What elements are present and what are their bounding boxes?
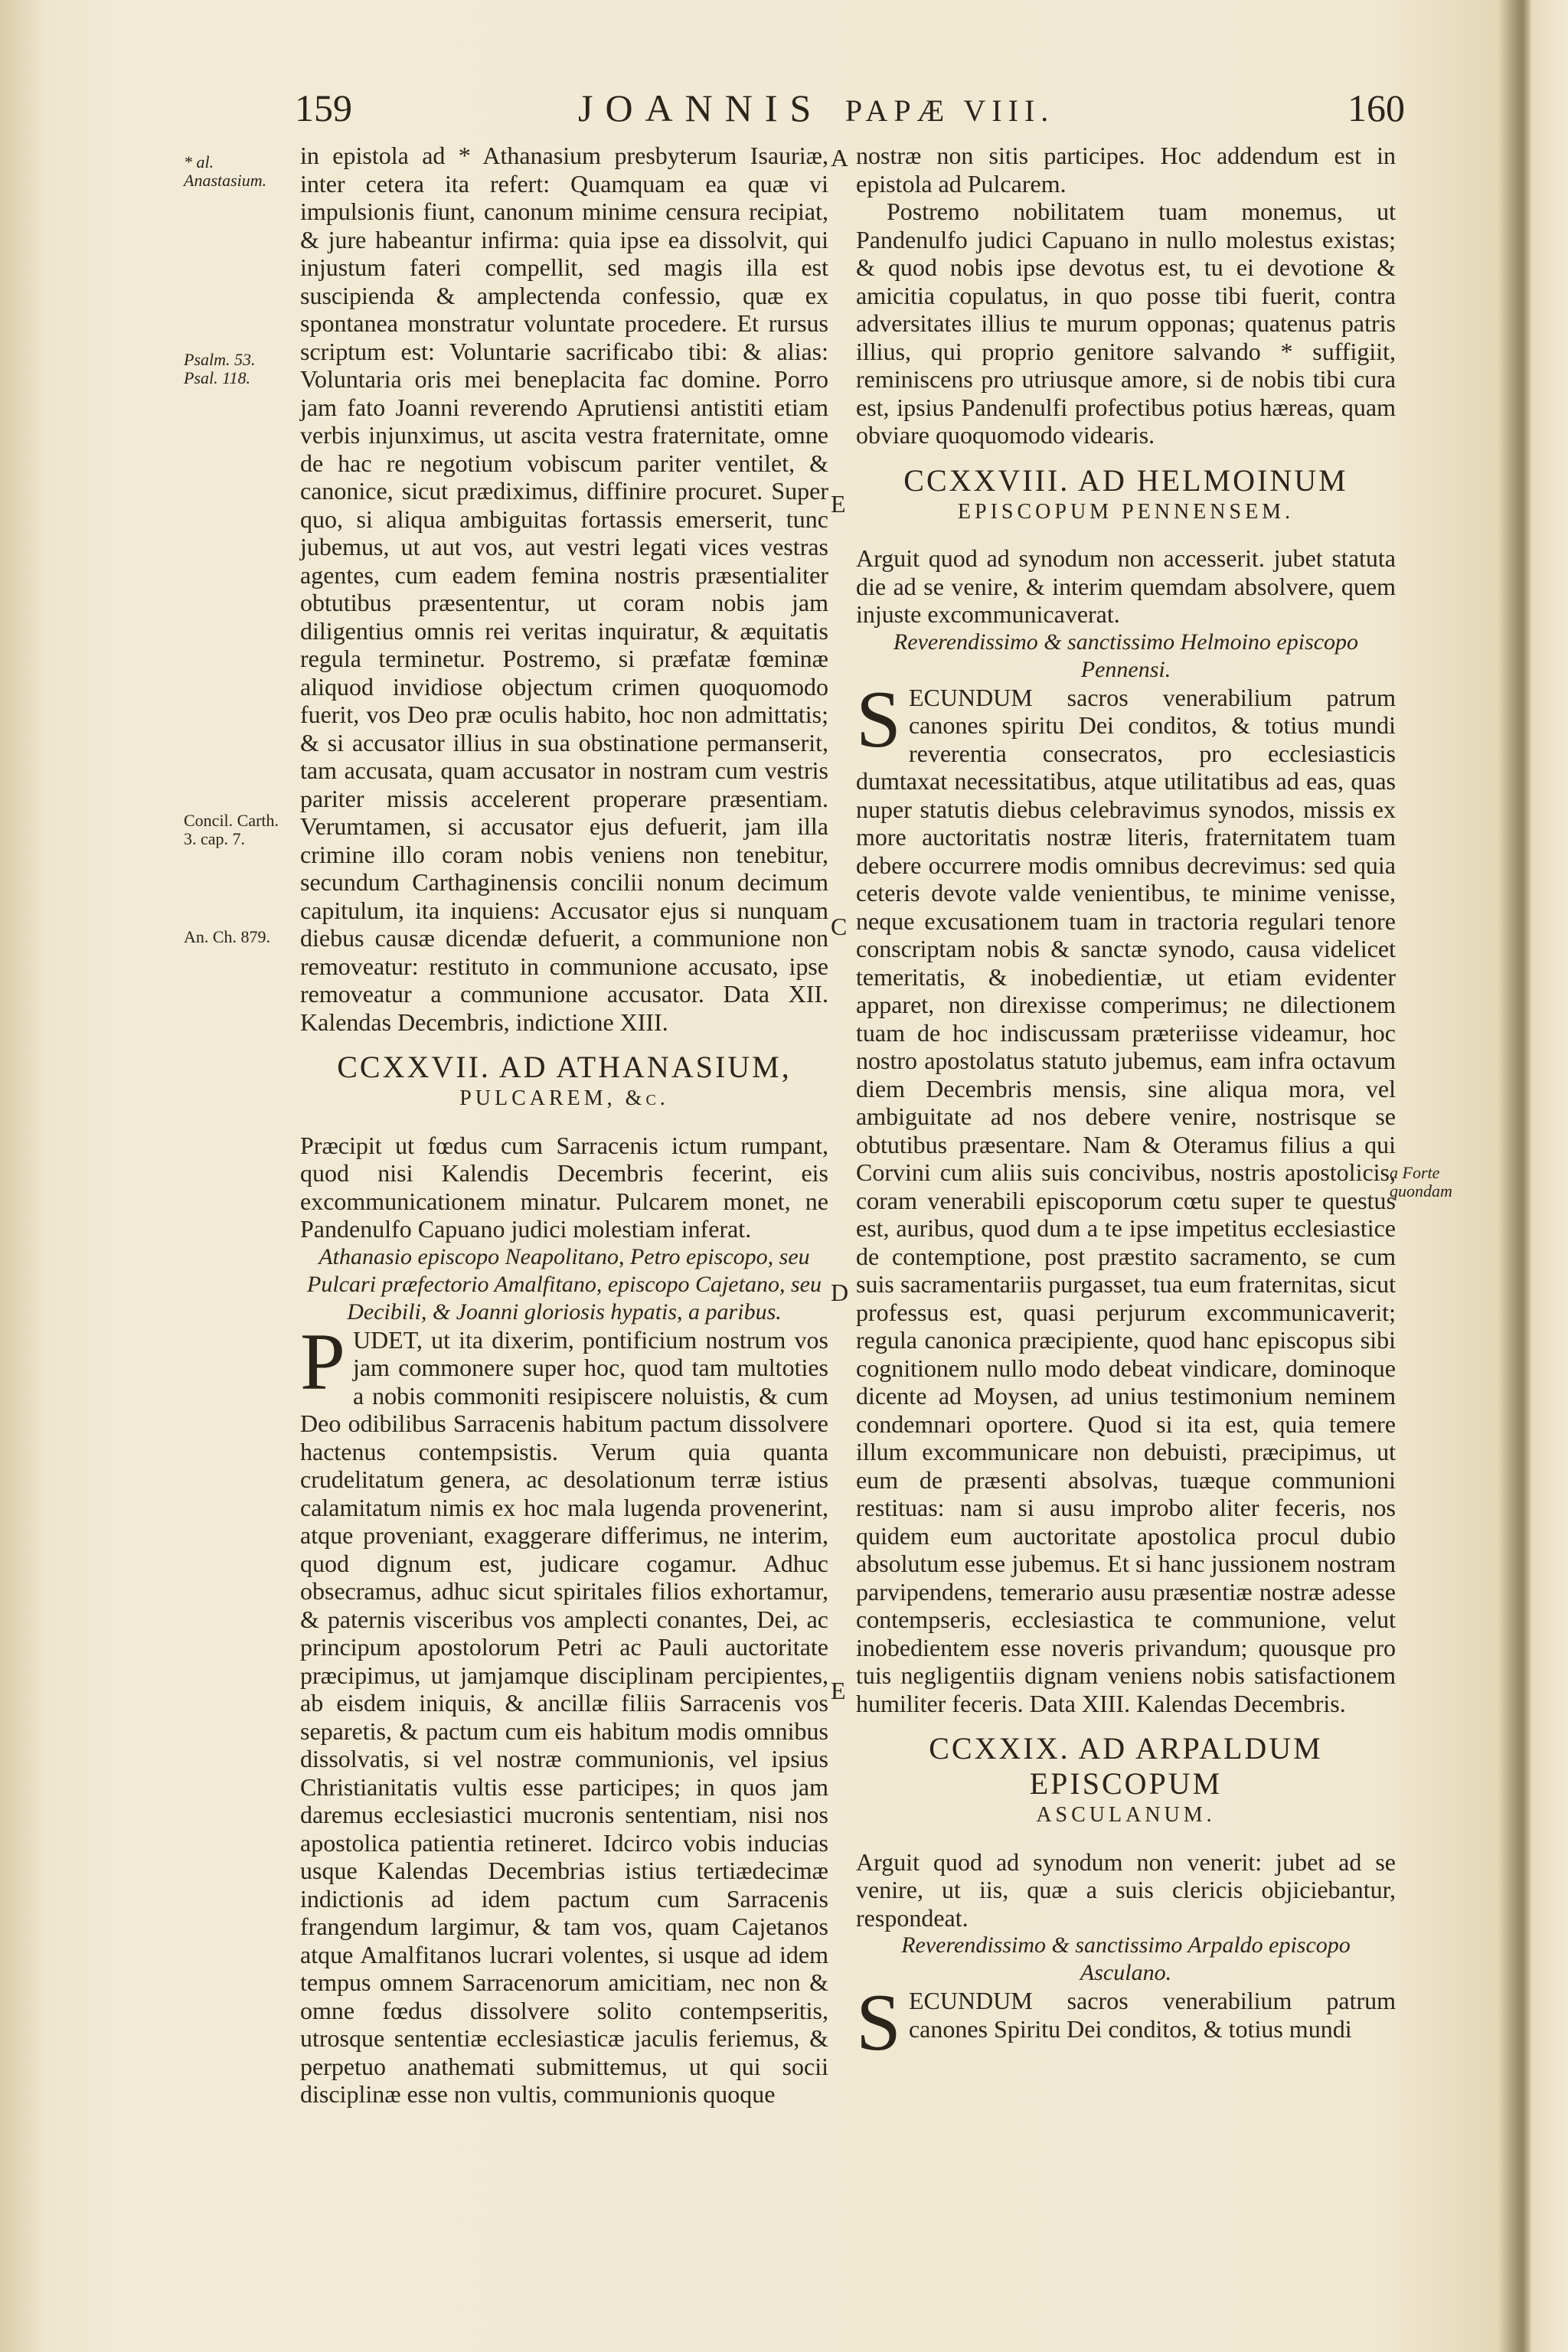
letter-body-ccxxviii <box>856 674 1396 1718</box>
running-title-main: JOANNIS <box>578 87 824 129</box>
section-letter-d: D <box>831 1279 849 1306</box>
letter-body-text: UDET, ut ita dixerim, pontificium nostrum vos jam commonere super hoc, quod tam multoties a nobis commoniti resipiscere noluistis, & cum Deo odibilibus Sarracenis habitum pactum dissolvere hactenus contempsistis. Verum quia quanta crudelitatum genera, ac desolationum terræ istius calamitatum nimis ex hoc mala lugenda provenerint, atque proveniant, exaggerare differimus, ne interim, quod dignum est, judicare cogamur. Adhuc obsecramus, adhuc sicut spiritales filios exhortamur, & paternis visceribus vos amplecti conantes, Dei, ac principum apostolorum Petri ac Pauli auctoritate præcipimus, ut jamjamque disciplinam percipientes, ab eisdem iniquis, & ancillæ filiis Sarracenis vos separetis, & pactum cum eis habitum modis omnibus dissolvatis, si vel nostræ communionis, vel ipsius Christianitatis vultis esse participes; in quos jam daremus ecclesiastici mucronis sententiam, nisi nos apostolica patientia retineret. Idcirco vobis inducias usque Kalendas Decembrias istius tertiædecimæ indictionis ad idem pactum cum Sarracenis frangendum largimur, & tam vos, quam Cajetanos atque Amalfitanos lucrari volentes, si usque ad idem tempus omnem Sarracenorum amicitiam, nec non & omne fœdus dissolvere solito contempseritis, utrosque sententiæ ecclesiasticæ jaculis feriemus, & perpetuo anathemati submittemus, ut qui socii disciplinæ esse non vultis, communionis quoque <box>300 1325 828 2108</box>
letter-heading-ccxxix: CCXXIX. AD ARPALDUM EPISCOPUM <box>929 1731 1323 1801</box>
page-fold-shadow <box>1497 0 1531 2352</box>
dropcap-p: P <box>300 1316 345 1406</box>
right-page-number: 160 <box>1348 87 1405 129</box>
left-column-opening-text: in epistola ad * Athanasium presbyterum Isauriæ, inter cetera ita refert: Quamquam ea quæ vi impulsionis fiunt, canonum minime censura recipiat, & jure habeantur infirma: quia ipse ea dissolvit, qui injustum fateri compellit, sed magis illa est suscipienda & amplectenda confessio, quæ ex spontanea monstratur voluntate procedere. Et rursus scriptum est: Voluntarie sacrificabo tibi: & alias: Voluntaria oris mei beneplacita fac domine. Porro jam fato Joanni reverendo Aprutiensi antistiti etiam verbis injunximus, ut ascita vestra fraternitate, omne de hac re negotium vobiscum pariter ventilet, & canonice, sicut prædiximus, diffinire procuret. Super quo, si aliqua ambiguitas fortassis emerserit, tunc jubemus, ut aut vos, aut vestri legati vices vestras agentes, cum eadem femina nostris præsentialiter obtutibus præsententur, ut coram nobis jam diligentius omnis rei veritas inquiratur, & æquitatis regula terminetur. Postremo, si præfatæ fœminæ aliquod invidiose objectum crimen quoquomodo fuerit, vos Deo præ oculis habito, hoc non admittatis; & si accusator illius in sua obstinatione permanserit, tam accusata, quam accusator in nostram cum vestris pariter missis accelerent properare præsentiam. Verumtamen, si accusator ejus defuerit, jam illa crimine illo coram nobis veniens non tenebitur, secundum Carthaginensis concilii nonum decimum capitulum, ita inquiens: Accusator ejus si nunquam diebus causæ dicendæ defuerit, a communione non removeatur: restituto in communione accusato, ipse removeatur a communione accusator. Data XII. Kalendas Decembris, indictione XIII. <box>300 142 828 1036</box>
margin-note-4: An. Ch. 879. <box>184 927 271 946</box>
letter-heading-ccxxviii: CCXXVIII. AD HELMOINUM <box>903 462 1348 498</box>
letter-summary-ccxxix: Arguit quod ad synodum non venerit: jubet ad se venire, ut iis, quæ a suis clericis objiciebantur, respondeat. <box>856 1847 1396 1932</box>
letter-summary-ccxxviii: Arguit quod ad synodum non accesserit. jubet statuta die ad se venire, & interim quemdam absolvere, quem injuste excommunicaverat. <box>856 544 1396 628</box>
letter-body-ccxxvii <box>300 1316 828 2109</box>
margin-note-3: Concil. Carth. 3. cap. 7. <box>184 811 279 848</box>
margin-note-2: Psalm. 53. Psal. 118. <box>184 350 256 387</box>
left-page-number: 159 <box>295 87 352 129</box>
letter-heading-ccxxvii: CCXXVII. AD ATHANASIUM, <box>337 1050 792 1084</box>
section-letter-e1: E <box>831 490 846 518</box>
letter-body-ccxxix <box>856 1978 1396 2067</box>
letter-subheading-ccxxix: ASCULANUM. <box>1036 1803 1216 1827</box>
left-column <box>300 142 828 2109</box>
dropcap-s-2: S <box>856 1978 901 2067</box>
letter-subheading-ccxxvii: PULCAREM, &c. <box>459 1086 669 1110</box>
margin-note-1: * al. Anastasium. <box>184 152 267 190</box>
dropcap-s-1: S <box>856 674 901 764</box>
letter-body-text-ccxxviii: ECUNDUM sacros venerabilium patrum canones spiritu Dei conditos, & totius mundi reverentia consecratos, pro ecclesiasticis dumtaxat necessitatibus, atque utilitatibus ad eas, quas nuper statutis diebus celebravimus synodos, missis ex more auctoritatis nostræ literis, fraternitatem tuam debere occurrere modis omnibus decrevimus: sed quia ceteris devote valde venientibus, te minime venisse, neque excusationem tuam in tractoria regulari tenore conscriptam nobis & sanctæ synodo, causa videlicet temeritatis, & inobedientiæ, ut etiam evidenter apparet, non direxisse comperimus; ne dilectionem tuam de hoc indiscussam præteriisse videamur, hoc nostro apostolatus statuto jubemus, eam infra octavum diem Decembris mensis, sine aliqua mora, vel ambiguitate ad nos debere venire, nostrisque se obtutibus præsentare. Nam & Oteramus filius a qui Corvini cum aliis suis concivibus, nostris apostolicis, coram venerabili episcoporum cœtu super te questus est, auribus, quod dum a te ipse impetitus ecclesiastice de contemptione, post præstito sacramento, se cum suis sacramentariis purgasset, tua eum fraternitas, sicut professus est, quasi perjurum excommunicaverit; regula canonica præcipiente, quod hanc episcopus sibi cognitionem nullo modo debeat vindicare, dominoque dicente ad Moysen, ad unius testimonium neminem condemnari oportere. Quod si ita est, quia temere illum excommunicare non debuisti, præcipimus, ut eum de præsenti absolvas, tuæque communioni restituas: nam si ausu improbo aliter feceris, nos quidem eum auctoritate apostolica procul dubio absolutum esse jubemus. Et si hanc jussionem nostram parvipendens, temerario ausu præsentiæ nostræ adesse contempseris, ecclesiastica te communione, velut inobedientem esse noveris privandum; quousque pro tuis negligentiis dignam veniens nobis satisfactionem humiliter feceris. Data XIII. Kalendas Decembris. <box>856 683 1396 1717</box>
running-title-second: PAPÆ VIII. <box>844 93 1055 128</box>
letter-address-ccxxviii: Reverendissimo & sanctissimo Helmoino episcopo Pennensi. <box>893 629 1359 682</box>
letter-summary-ccxxvii: Præcipit ut fœdus cum Sarracenis ictum rumpant, quod nisi Kalendis Decembris fecerint, eis excommunicationem minatur. Pulcarem monet, ne Pandenulfo Capuano judici molestiam inferat. <box>300 1131 828 1243</box>
page-header <box>295 70 1405 129</box>
right-column-paragraph-2: Postremo nobilitatem tuam monemus, ut Pandenulfo judici Capuano in nullo molestus existas; & quod nobis ipse devotus est, tu ei devotione & amicitia copulatus, in quo posse tibi fuerit, contra adversitates illius te murum opponas; quatenus patris illius, qui proprio genitore salvando * suffigiit, reminiscens pro utriusque amore, si de nobis tibi cura est, ipsius Pandenulfi profectibus potius hæreas, quam obviare quoquomodo videaris. <box>856 198 1396 449</box>
letter-body-text-ccxxix: ECUNDUM sacros venerabilium patrum canones Spiritu Dei conditos, & totius mundi <box>908 1987 1396 2043</box>
letter-subheading-ccxxviii: EPISCOPUM PENNENSEM. <box>957 499 1295 524</box>
section-letter-a: A <box>831 144 849 172</box>
running-title <box>578 86 1054 130</box>
letter-address-ccxxvii: Athanasio episcopo Neapolitano, Petro episcopo, seu Pulcari præfectorio Amalfitano, episcopo Cajetano, seu Decibili, & Joanni gloriosis hypatis, a paribus. <box>307 1243 822 1325</box>
letter-address-ccxxix: Reverendissimo & sanctissimo Arpaldo episcopo Asculano. <box>901 1932 1351 1985</box>
right-column-opening-text: nostræ non sitis participes. Hoc addendum est in epistola ad Pulcarem. <box>856 142 1396 198</box>
margin-note-right: a Forte quondam <box>1390 1163 1452 1200</box>
section-letter-e2: E <box>831 1677 846 1704</box>
section-letter-c: C <box>831 913 848 940</box>
right-column <box>856 142 1396 2067</box>
